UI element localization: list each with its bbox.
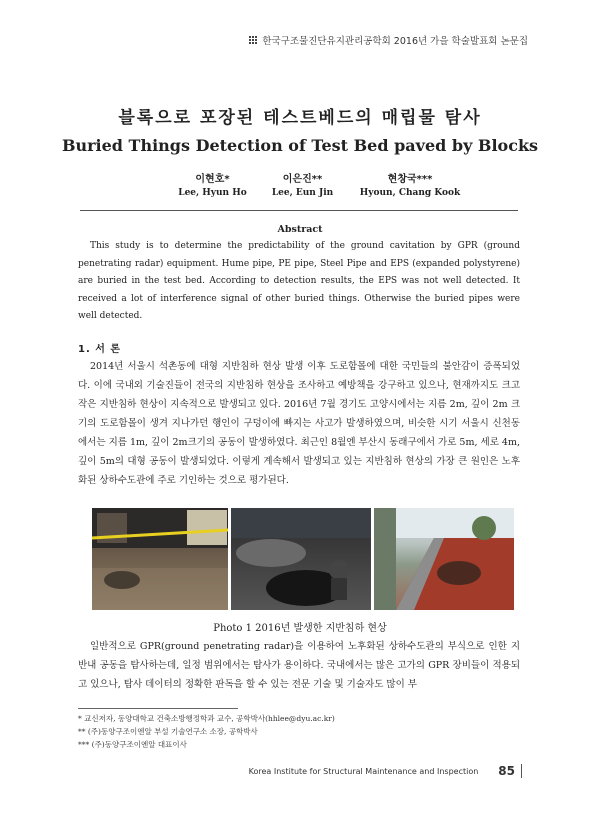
photo-sinkhole-road-image <box>374 508 514 610</box>
photo-sinkhole-night <box>231 508 371 610</box>
body-paragraph: 2014년 서울시 석촌동에 대형 지반침하 현상 발생 이후 도로함몰에 대한 국민들의 불안감이 증폭되었다. 이에 국내외 기술진들이 전국의 지반침하 현상을 조사하고 예방책을 강구하고 있으나, 현재까지도 크고 작은 지반침하 현상이 지속적으로 발생되고 있다. 2016년 7월 경기도 고양시에서는 지름 2m, 깊이 2m 크기의 도로함몰이 생겨 지나가던 행인이 구덩이에 빠지는 사고가 발생하였으며, 비슷한 시기 서울시 신천동에서는 지름 1m, 깊이 2m크기의 공동이 발생하였다. 최근인 8월엔 부산시 동래구에서 가로 5m, 세로 4m, 깊이 5m의 대형 공동이 발생되었다. 이렇게 계속해서 발생되고 있는 지반침하 현상의 가장 큰 원인은 노후화된 상하수도관에 주로 기인하는 것으로 평가된다. <box>78 361 520 486</box>
photo-sinkhole-road <box>374 508 514 610</box>
abstract-text: This study is to determine the predictability of the ground cavitation by GPR (ground penetrating radar) equipment. Hume pipe, PE pipe, Steel Pipe and EPS (expanded polystyrene) are buried in the test bed. According to detection results, the EPS was not well detected. It received a lot of interference signal of other buried things. Otherwise the buried pipes were well detected. <box>78 241 520 321</box>
page-footer <box>249 764 522 778</box>
footnote-divider <box>78 708 238 709</box>
photo-caption: Photo 1 2016년 발생한 지반침하 현상 <box>213 623 387 634</box>
journal-header <box>249 33 528 47</box>
journal-header-text: 한국구조물진단유지관리공학회 2016년 가을 학술발표회 논문집 <box>262 36 528 47</box>
footnote: *** (주)동양구조이엔알 대표이사 <box>78 740 187 749</box>
title-korean: 블록으로 포장된 테스트베드의 매립물 탐사 <box>118 108 482 128</box>
title-english: Buried Things Detection of Test Bed paved by Blocks <box>61 136 539 155</box>
author <box>170 170 255 198</box>
divider <box>80 210 518 211</box>
author-name-en: Lee, Eun Jin <box>271 188 334 198</box>
author-name-ko: 현창국*** <box>387 174 433 185</box>
footnotes <box>78 712 335 751</box>
page-number: 85 <box>492 764 522 778</box>
photo-sinkhole-street-image <box>92 508 228 610</box>
journal-logo-icon <box>249 36 258 45</box>
footnote: * 교신저자, 동양대학교 건축소방행정학과 교수, 공학박사(hhlee@dyu.ac.kr) <box>78 714 335 723</box>
author-name-en: Hyoun, Chang Kook <box>359 188 461 198</box>
footnote: ** (주)동양구조이엔알 부설 기술연구소 소장, 공학박사 <box>78 727 258 736</box>
author-name-ko: 이현호* <box>195 174 230 185</box>
author-name-en: Lee, Hyun Ho <box>178 188 247 198</box>
section-title: 1. 서 론 <box>78 344 122 355</box>
photo-figure <box>92 508 517 610</box>
author-list <box>170 170 470 198</box>
author-name-ko: 이은진** <box>282 174 323 185</box>
photo-sinkhole-street <box>92 508 228 610</box>
photo-sinkhole-night-image <box>231 508 371 610</box>
author <box>255 170 350 198</box>
body-paragraph: 일반적으로 GPR(ground penetrating radar)을 이용하여 노후화된 상하수도관의 부식으로 인한 지반내 공동을 탐사하는데, 일정 범위에서는 탐사가 용이하다. 국내에서는 많은 고가의 GPR 장비들이 적용되고 있으나, 탐사 데이터의 정확한 판독을 할 수 있는 전문 기술 및 기술자도 많이 부 <box>78 641 520 690</box>
abstract-title: Abstract <box>277 224 323 235</box>
author <box>350 170 470 198</box>
footer-text: Korea Institute for Structural Maintenance and Inspection <box>248 766 479 776</box>
